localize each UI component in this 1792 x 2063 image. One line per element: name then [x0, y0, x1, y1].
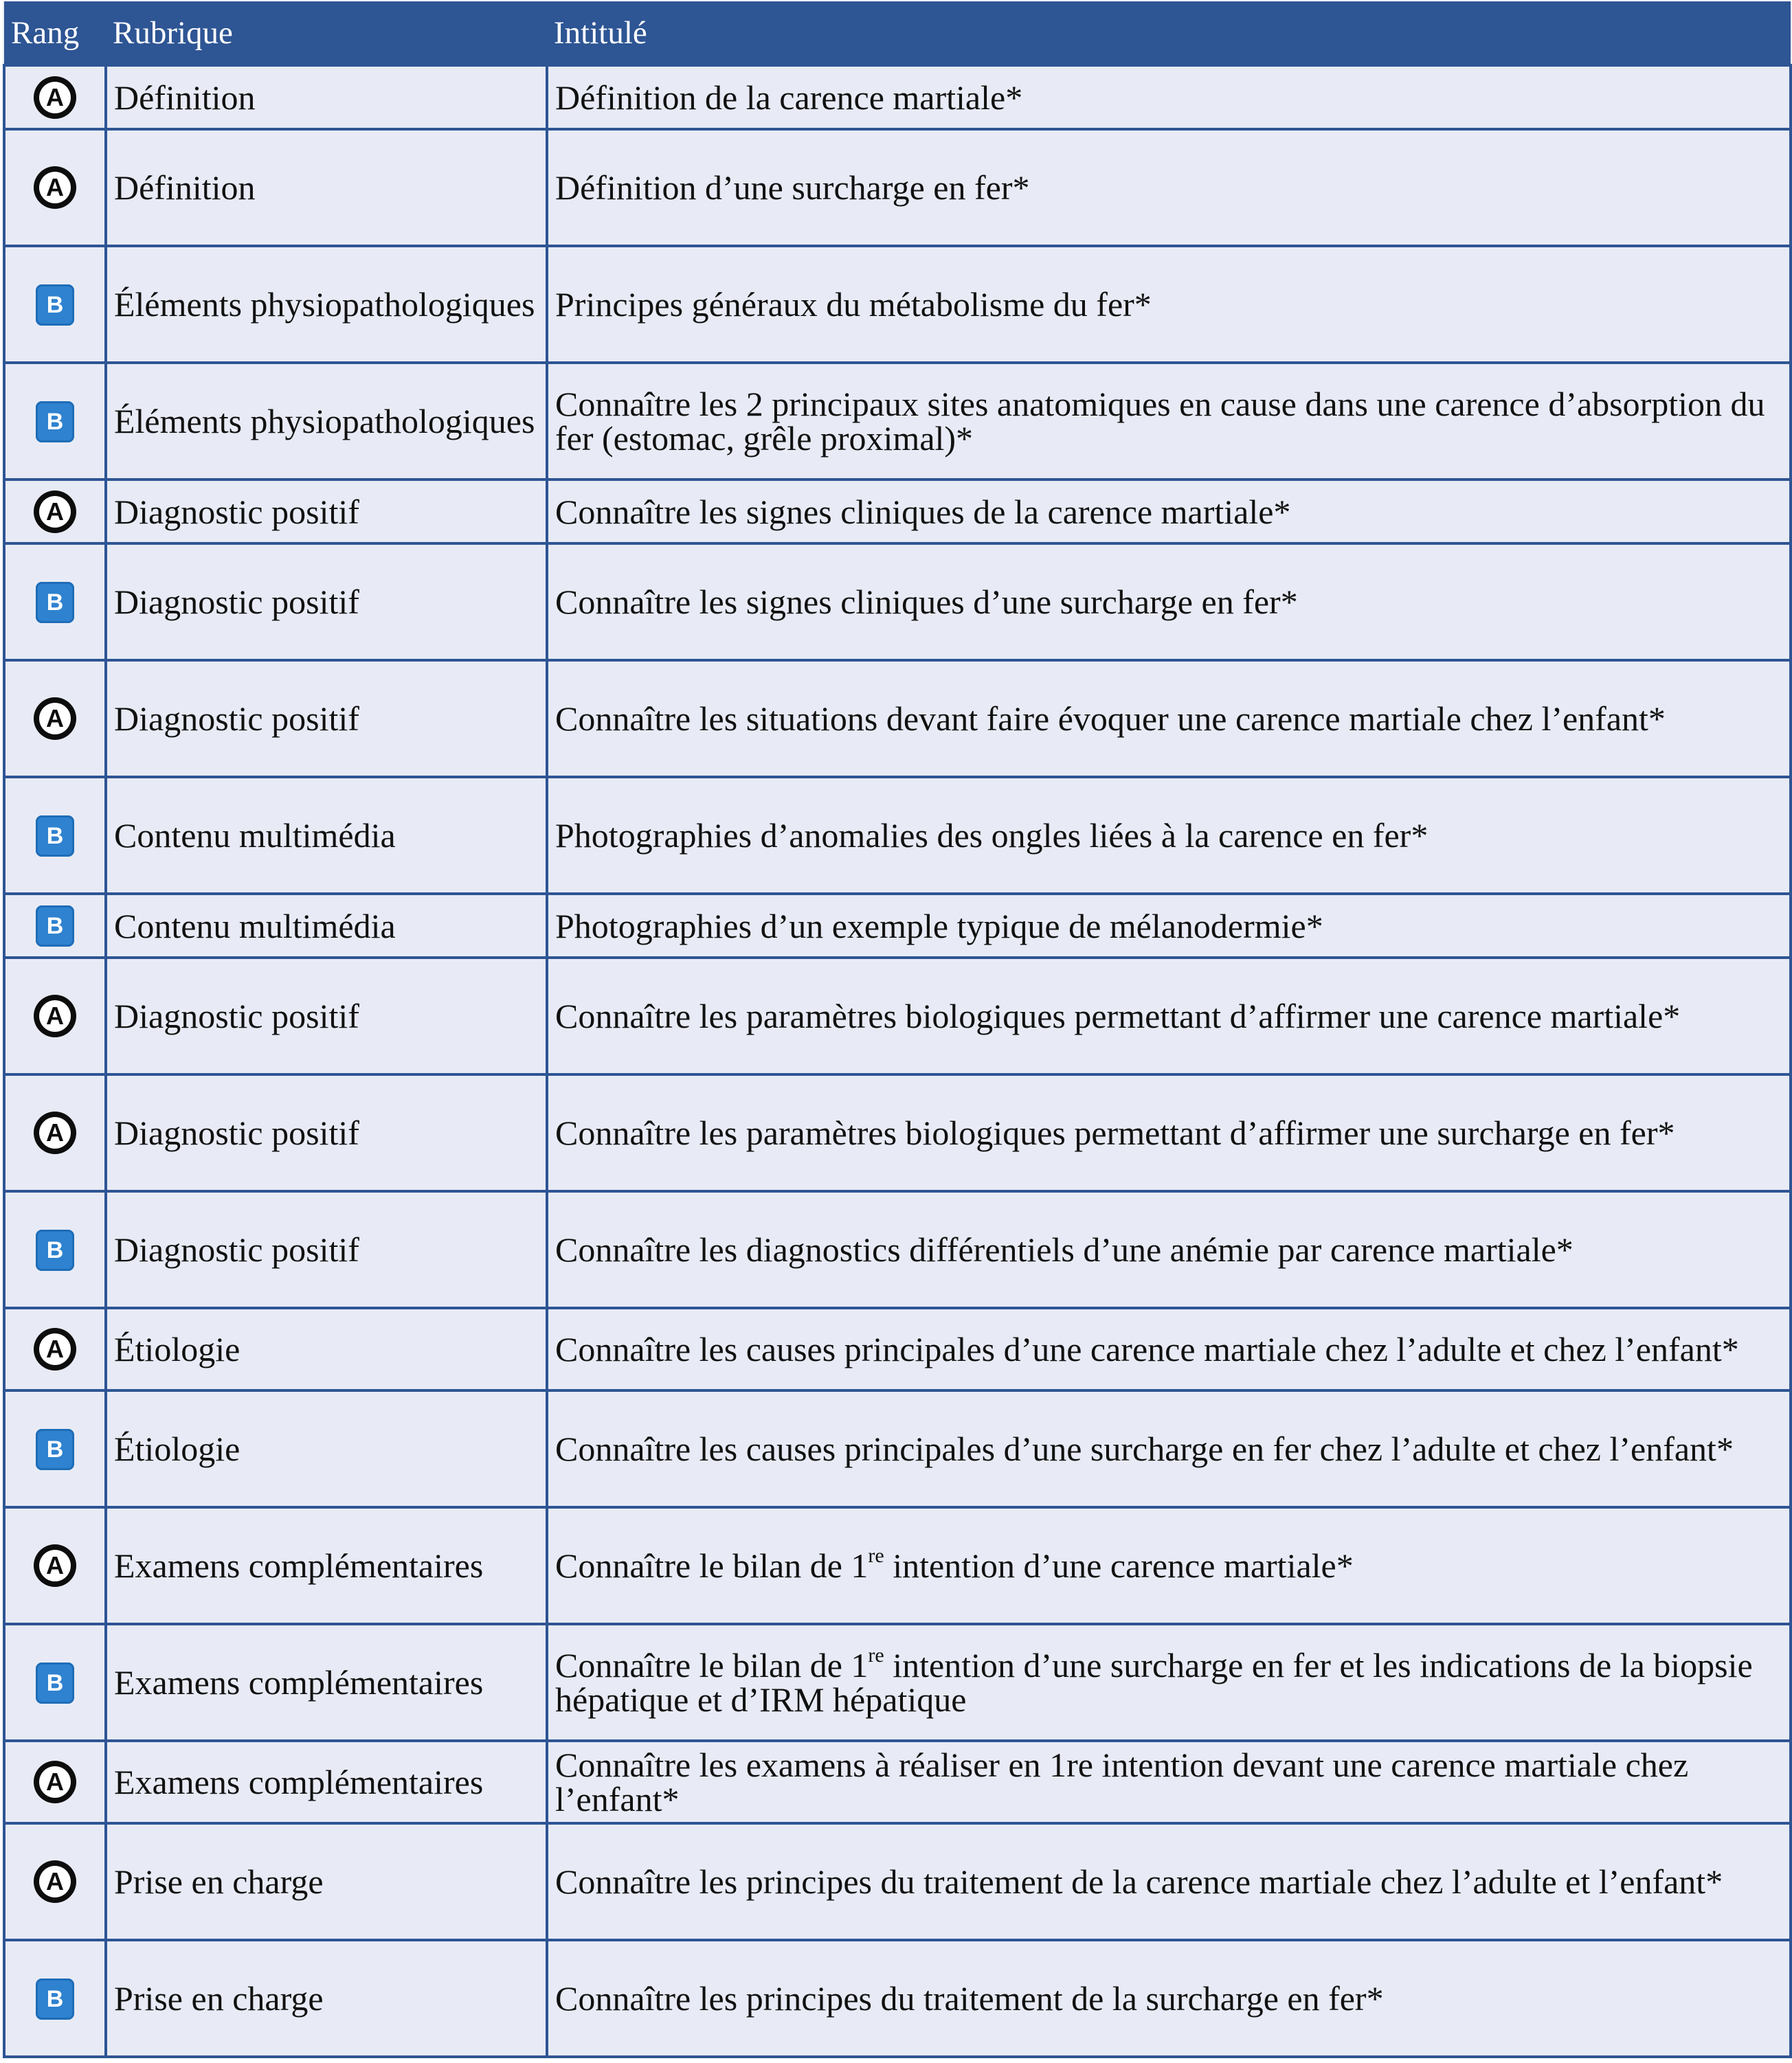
rank-a-circle-icon [34, 491, 76, 533]
cell-rubrique: Diagnostic positif [106, 1074, 547, 1191]
cell-intitule: Connaître les causes principales d’une surcharge en fer chez l’adulte et chez l’enfant* [547, 1390, 1791, 1507]
cell-intitule: Définition d’une surcharge en fer* [547, 129, 1791, 246]
rank-b-square-icon: B [36, 401, 74, 442]
cell-rubrique: Prise en charge [106, 1940, 547, 2057]
table-row [4, 1191, 1791, 1308]
cell-rubrique: Diagnostic positif [106, 1191, 547, 1308]
cell-intitule: Connaître les signes cliniques de la carence martiale* [547, 480, 1791, 543]
cell-rubrique: Éléments physiopathologiques [106, 246, 547, 363]
table-row [4, 1741, 1791, 1823]
table-row [4, 480, 1791, 543]
cell-rang [4, 1823, 106, 1940]
rank-a-circle-icon [34, 697, 76, 740]
rank-b-square-icon: B [36, 284, 74, 326]
rank-b-square-icon: B [36, 905, 74, 947]
intitule-text: Connaître le bilan de 1 [555, 1646, 869, 1684]
cell-rubrique: Étiologie [106, 1308, 547, 1390]
rank-a-circle-icon [34, 1328, 76, 1371]
cell-rang [4, 1390, 106, 1507]
cell-rubrique: Examens complémentaires [106, 1624, 547, 1741]
ordinal-superscript: re [868, 1644, 884, 1667]
cell-intitule [547, 1624, 1791, 1741]
table-row [4, 129, 1791, 246]
table-header [4, 1, 1791, 65]
cell-rang [4, 1940, 106, 2057]
rank-letter: A [39, 1550, 71, 1581]
table-row [4, 65, 1791, 129]
rank-letter: A [39, 1333, 71, 1365]
rank-a-circle-icon [34, 1112, 76, 1154]
cell-rubrique: Examens complémentaires [106, 1741, 547, 1823]
table-body [4, 65, 1791, 2057]
cell-rang [4, 1507, 106, 1624]
rank-b-square-icon: B [36, 1979, 74, 2020]
rank-b-square-icon: B [36, 1429, 74, 1470]
table-row [4, 246, 1791, 363]
table-row [4, 1074, 1791, 1191]
rank-b-square-icon: B [36, 1662, 74, 1704]
rank-a-circle-icon [34, 1761, 76, 1803]
table-row [4, 1390, 1791, 1507]
cell-intitule [547, 1507, 1791, 1624]
header-intitule: Intitulé [554, 14, 647, 51]
cell-rang [4, 958, 106, 1074]
rank-letter: A [39, 1866, 71, 1897]
intitule-text: intention d’une surcharge en fer et les indications de la biopsie hépatique et d’IRM hépatique [555, 1646, 1753, 1719]
cell-rang [4, 1308, 106, 1390]
rank-a-circle-icon [34, 1860, 76, 1903]
table-row [4, 777, 1791, 894]
intitule-text: intention d’une carence martiale* [884, 1546, 1354, 1585]
rank-letter: A [39, 496, 71, 528]
rank-letter: A [39, 1766, 71, 1798]
cell-intitule: Connaître les diagnostics différentiels d’une anémie par carence martiale* [547, 1191, 1791, 1308]
cell-intitule: Connaître les principes du traitement de la carence martiale chez l’adulte et l’enfant* [547, 1823, 1791, 1940]
table-row [4, 660, 1791, 777]
cell-rubrique: Diagnostic positif [106, 480, 547, 543]
ordinal-superscript: re [868, 1544, 884, 1568]
table-row [4, 1624, 1791, 1741]
cell-rang [4, 543, 106, 660]
table-row [4, 363, 1791, 480]
cell-intitule: Connaître les paramètres biologiques permettant d’affirmer une surcharge en fer* [547, 1074, 1791, 1191]
cell-rang [4, 660, 106, 777]
cell-rang [4, 1624, 106, 1741]
cell-rubrique: Éléments physiopathologiques [106, 363, 547, 480]
rank-letter: A [39, 172, 71, 203]
cell-rubrique: Diagnostic positif [106, 660, 547, 777]
cell-rubrique: Contenu multimédia [106, 777, 547, 894]
cell-intitule: Définition de la carence martiale* [547, 65, 1791, 129]
table-row [4, 543, 1791, 660]
cell-rang [4, 363, 106, 480]
rank-b-square-icon: B [36, 1230, 74, 1271]
cell-intitule: Connaître les situations devant faire évoquer une carence martiale chez l’enfant* [547, 660, 1791, 777]
cell-rubrique: Étiologie [106, 1390, 547, 1507]
cell-rang [4, 1074, 106, 1191]
cell-rang [4, 777, 106, 894]
header-rubrique: Rubrique [113, 14, 233, 51]
cell-rubrique: Définition [106, 65, 547, 129]
rank-a-circle-icon [34, 1544, 76, 1587]
cell-intitule: Photographies d’un exemple typique de mélanodermie* [547, 894, 1791, 958]
table-row [4, 958, 1791, 1074]
cell-intitule: Connaître les 2 principaux sites anatomiques en cause dans une carence d’absorption du fer (estomac, grêle proximal)* [547, 363, 1791, 480]
table-row [4, 894, 1791, 958]
cell-rubrique: Examens complémentaires [106, 1507, 547, 1624]
cell-intitule: Principes généraux du métabolisme du fer* [547, 246, 1791, 363]
cell-rang [4, 1191, 106, 1308]
table-row [4, 1507, 1791, 1624]
rank-a-circle-icon [34, 76, 76, 119]
table-row [4, 1308, 1791, 1390]
cell-rang [4, 65, 106, 129]
header-row [4, 1, 1791, 65]
cell-rang [4, 1741, 106, 1823]
cell-intitule: Connaître les principes du traitement de la surcharge en fer* [547, 1940, 1791, 2057]
cell-rubrique: Définition [106, 129, 547, 246]
cell-intitule: Connaître les examens à réaliser en 1re intention devant une carence martiale chez l’enfant* [547, 1741, 1791, 1823]
cell-rubrique: Prise en charge [106, 1823, 547, 1940]
cell-rang [4, 129, 106, 246]
rank-b-square-icon: B [36, 815, 74, 857]
rank-letter: A [39, 703, 71, 734]
cell-rubrique: Contenu multimédia [106, 894, 547, 958]
cell-intitule: Connaître les signes cliniques d’une surcharge en fer* [547, 543, 1791, 660]
rank-b-square-icon: B [36, 582, 74, 623]
cell-intitule: Connaître les paramètres biologiques permettant d’affirmer une carence martiale* [547, 958, 1791, 1074]
cell-rubrique: Diagnostic positif [106, 958, 547, 1074]
cell-rang [4, 246, 106, 363]
rank-a-circle-icon [34, 995, 76, 1037]
rank-letter: A [39, 82, 71, 113]
table-row [4, 1823, 1791, 1940]
header-rang: Rang [11, 14, 80, 51]
table-row [4, 1940, 1791, 2057]
cell-intitule: Connaître les causes principales d’une carence martiale chez l’adulte et chez l’enfant* [547, 1308, 1791, 1390]
cell-intitule: Photographies d’anomalies des ongles liées à la carence en fer* [547, 777, 1791, 894]
rank-letter: A [39, 1117, 71, 1149]
rank-letter: A [39, 1000, 71, 1032]
cell-rubrique: Diagnostic positif [106, 543, 547, 660]
cell-rang [4, 480, 106, 543]
rank-a-circle-icon [34, 166, 76, 209]
intitule-text: Connaître le bilan de 1 [555, 1546, 869, 1585]
learning-objectives-table [3, 1, 1792, 2058]
cell-rang [4, 894, 106, 958]
